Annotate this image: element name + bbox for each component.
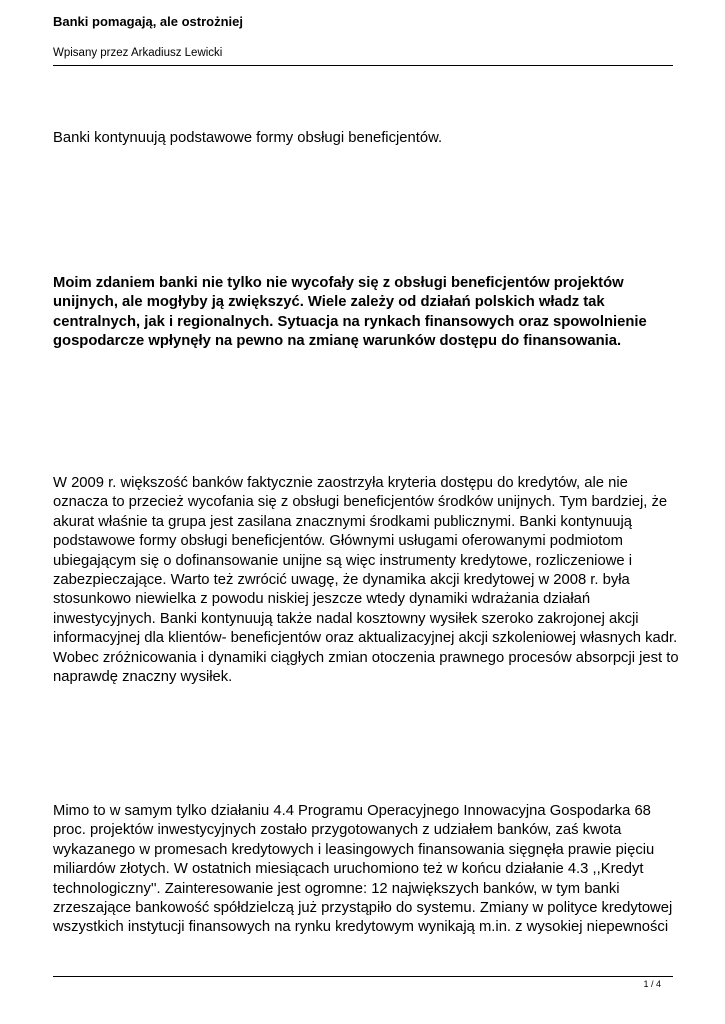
- body-line: proc. projektów inwestycyjnych zostało przygotowanych z udziałem banków, zaś kwota: [53, 822, 622, 839]
- intro-paragraph: Banki kontynuują podstawowe formy obsługi beneficjentów.: [53, 130, 443, 146]
- body-line: miliardów złotych. W ostatnich miesiącach uruchomiono też w końcu działanie 4.3 ,,Kredyt: [53, 861, 644, 878]
- body-line: akurat właśnie ta grupa jest zasilana znacznymi środkami publicznymi. Banki kontynuują: [53, 513, 633, 530]
- body-line: Mimo to w samym tylko działaniu 4.4 Programu Operacyjnego Innowacyjna Gospodarka 68: [53, 803, 651, 819]
- body-line: W 2009 r. większość banków faktycznie zaostrzyła kryteria dostępu do kredytów, ale nie: [53, 475, 628, 491]
- lead-paragraph: [53, 274, 678, 352]
- body-paragraph-2: [53, 802, 678, 938]
- body-line: inwestycyjnych. Banki kontynuują także nadal kosztowny wysiłek szeroko zakrojonej akcji: [53, 610, 639, 627]
- body-line: ubiegającym się o dofinansowanie unijne są więc instrumenty kredytowe, rozliczeniowe i: [53, 552, 633, 569]
- lead-line: unijnych, ale mogłyby ją zwiększyć. Wiele zależy od działań polskich władz tak: [53, 294, 605, 311]
- body-line: Wobec zróżnicowania i dynamiki ciągłych zmian otoczenia prawnego procesów absorpcji jest to: [53, 649, 679, 666]
- lead-line: gospodarcze wpłynęły na pewno na zmianę warunków dostępu do finansowania.: [53, 333, 622, 350]
- body-line: oznacza to przecież wycofania się z obsługi beneficjentów środków unijnych. Tym bardziej, że: [53, 494, 668, 511]
- body-paragraph-1: [53, 474, 678, 687]
- footer-divider: [53, 976, 673, 977]
- body-line: zrzeszające bankowość spółdzielczą już przystąpiło do systemu. Zmiany w polityce kredytowej: [53, 900, 673, 917]
- body-line: stosunkowo niewielka z powodu niskiej jeszcze wtedy dynamiki wdrażania działań: [53, 591, 591, 608]
- page-number: 1 / 4: [643, 979, 661, 989]
- document-title: Banki pomagają, ale ostrożniej: [53, 14, 243, 29]
- lead-line: centralnych, jak i regionalnych. Sytuacja na rynkach finansowych oraz spowolnienie: [53, 313, 647, 330]
- author-line: Wpisany przez Arkadiusz Lewicki: [53, 47, 223, 59]
- body-line: naprawdę znaczny wysiłek.: [53, 669, 233, 686]
- body-line: wykazanego w promesach kredytowych i leasingowych finansowania sięgnęła prawie pięciu: [53, 841, 655, 858]
- body-line: zabezpieczające. Warto też zwrócić uwagę, że dynamika akcji kredytowej w 2008 r. była: [53, 572, 630, 589]
- body-line: technologiczny''. Zainteresowanie jest ogromne: 12 największych banków, w tym banki: [53, 880, 620, 897]
- body-line: podstawowe formy obsługi beneficjentów. Głównymi usługami oferowanymi podmiotom: [53, 533, 623, 550]
- header-divider: [53, 65, 673, 66]
- body-line: informacyjnej dla klientów- beneficjentów oraz aktualizacyjnej akcji szkoleniowej własnych kadr.: [53, 630, 678, 647]
- lead-line: Moim zdaniem banki nie tylko nie wycofały się z obsługi beneficjentów projektów: [53, 275, 624, 291]
- body-line: wszystkich instytucji finansowych na rynku kredytowym wynikają m.in. z wysokiej niepewności: [53, 919, 669, 936]
